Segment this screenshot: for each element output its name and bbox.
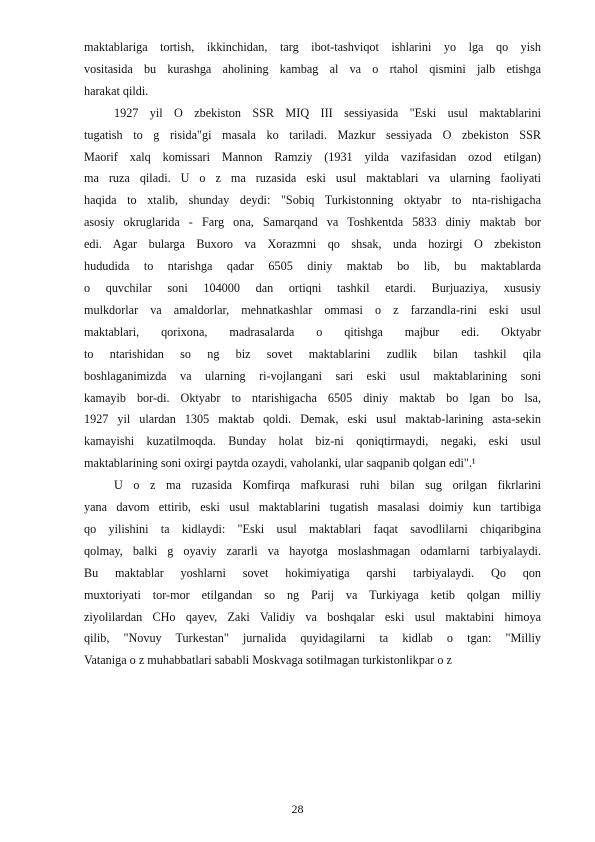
page-number: 28 [291, 802, 304, 816]
paragraph [84, 103, 541, 475]
text-line: ma ruza qiladi. U o z ma ruzasida eski usul maktablari va ularning faoliyati [84, 171, 541, 186]
text-line: vositasida bu kurashga aholining kambag al va o rtahol qismini jalb etishga [84, 61, 541, 76]
text-line: kamayishi kuzatilmoqda. Bunday holat biz-ni qoniqtirmaydi, negaki, eski usul [84, 434, 541, 449]
document-page [84, 37, 541, 672]
text-line: maktablari, qorixona, madrasalarda o qitishga majbur edi. Oktyabr [84, 324, 541, 339]
text-line: qilib, "Novuy Turkestan" jurnalida quyidagilarni ta kidlab o tgan: "Milliy [84, 631, 541, 646]
text-line: muxtoriyati tor-mor etilgandan so ng Parij va Turkiyaga ketib qolgan milliy [84, 587, 541, 602]
text-line: mulkdorlar va amaldorlar, mehnatkashlar ommasi o z farzandla-rini eski usul [84, 302, 541, 317]
text-line: asosiy okruglarida - Farg ona, Samarqand va Toshkentda 5833 diniy maktab bor [84, 215, 541, 230]
text-line: tugatish to g risida"gi masala ko tariladi. Mazkur sessiyada O zbekiston SSR [84, 127, 541, 142]
text-line: haqida to xtalib, shunday deydi: "Sobiq Turkistonning oktyabr to nta-rishigacha [84, 193, 541, 208]
text-line: qolmay, balki g oyaviy zararli va hayotga moslashmagan odamlarni tarbiyalaydi. [84, 543, 541, 558]
text-line: 1927 yil O zbekiston SSR MIQ III sessiyasida "Eski usul maktablarini [114, 105, 541, 120]
text-line: Maorif xalq komissari Mannon Ramziy (1931 yilda vazifasidan ozod etilgan) [84, 149, 541, 164]
text-line: 1927 yil ulardan 1305 maktab qoldi. Demak, eski usul maktab-larining asta-sekin [84, 412, 541, 427]
text-line: to ntarishidan so ng biz sovet maktablarini zudlik bilan tashkil qila [84, 346, 541, 361]
text-line: Bu maktablar yoshlarni sovet hokimiyatiga qarshi tarbiyalaydi. Qo qon [84, 565, 541, 580]
text-line: o quvchilar soni 104000 dan ortiqni tashkil etardi. Burjuaziya, xususiy [84, 280, 541, 295]
text-line: harakat qildi. [84, 83, 149, 98]
text-line: yana davom ettirib, eski usul maktablarini tugatish masalasi doimiy kun tartibiga [84, 500, 541, 515]
text-line: qo yilishini ta kidlaydi: "Eski usul maktablari faqat savodlilarni chiqaribgina [84, 521, 541, 536]
paragraph [84, 475, 541, 672]
text-line: Vataniga o z muhabbatlari sababli Moskvaga sotilmagan turkistonlikpar o z [84, 653, 452, 668]
text-line: maktablariga tortish, ikkinchidan, targ ibot-tashviqot ishlarini yo lga qo yish [84, 40, 541, 54]
body-text [84, 37, 541, 672]
text-line: edi. Agar bularga Buxoro va Xorazmni qo shsak, unda hozirgi O zbekiston [84, 237, 541, 252]
text-line: ziyolilardan CHo qayev, Zaki Validiy va boshqalar eski usul maktabini himoya [84, 609, 541, 624]
text-line: U o z ma ruzasida Komfirqa mafkurasi ruhi bilan sug orilgan fikrlarini [114, 478, 541, 493]
text-line: hududida to ntarishga qadar 6505 diniy maktab bo lib, bu maktablarda [84, 259, 541, 274]
paragraph [84, 37, 541, 103]
text-line: boshlaganimizda va ularning ri-vojlangani sari eski usul maktablarining soni [84, 368, 541, 383]
text-line: maktablarining soni oxirgi paytda ozaydi, vaholanki, ular saqpanib qolgan edi".¹ [84, 456, 476, 471]
text-line: kamayib bor-di. Oktyabr to ntarishigacha 6505 diniy maktab bo lgan bo lsa, [84, 390, 541, 405]
